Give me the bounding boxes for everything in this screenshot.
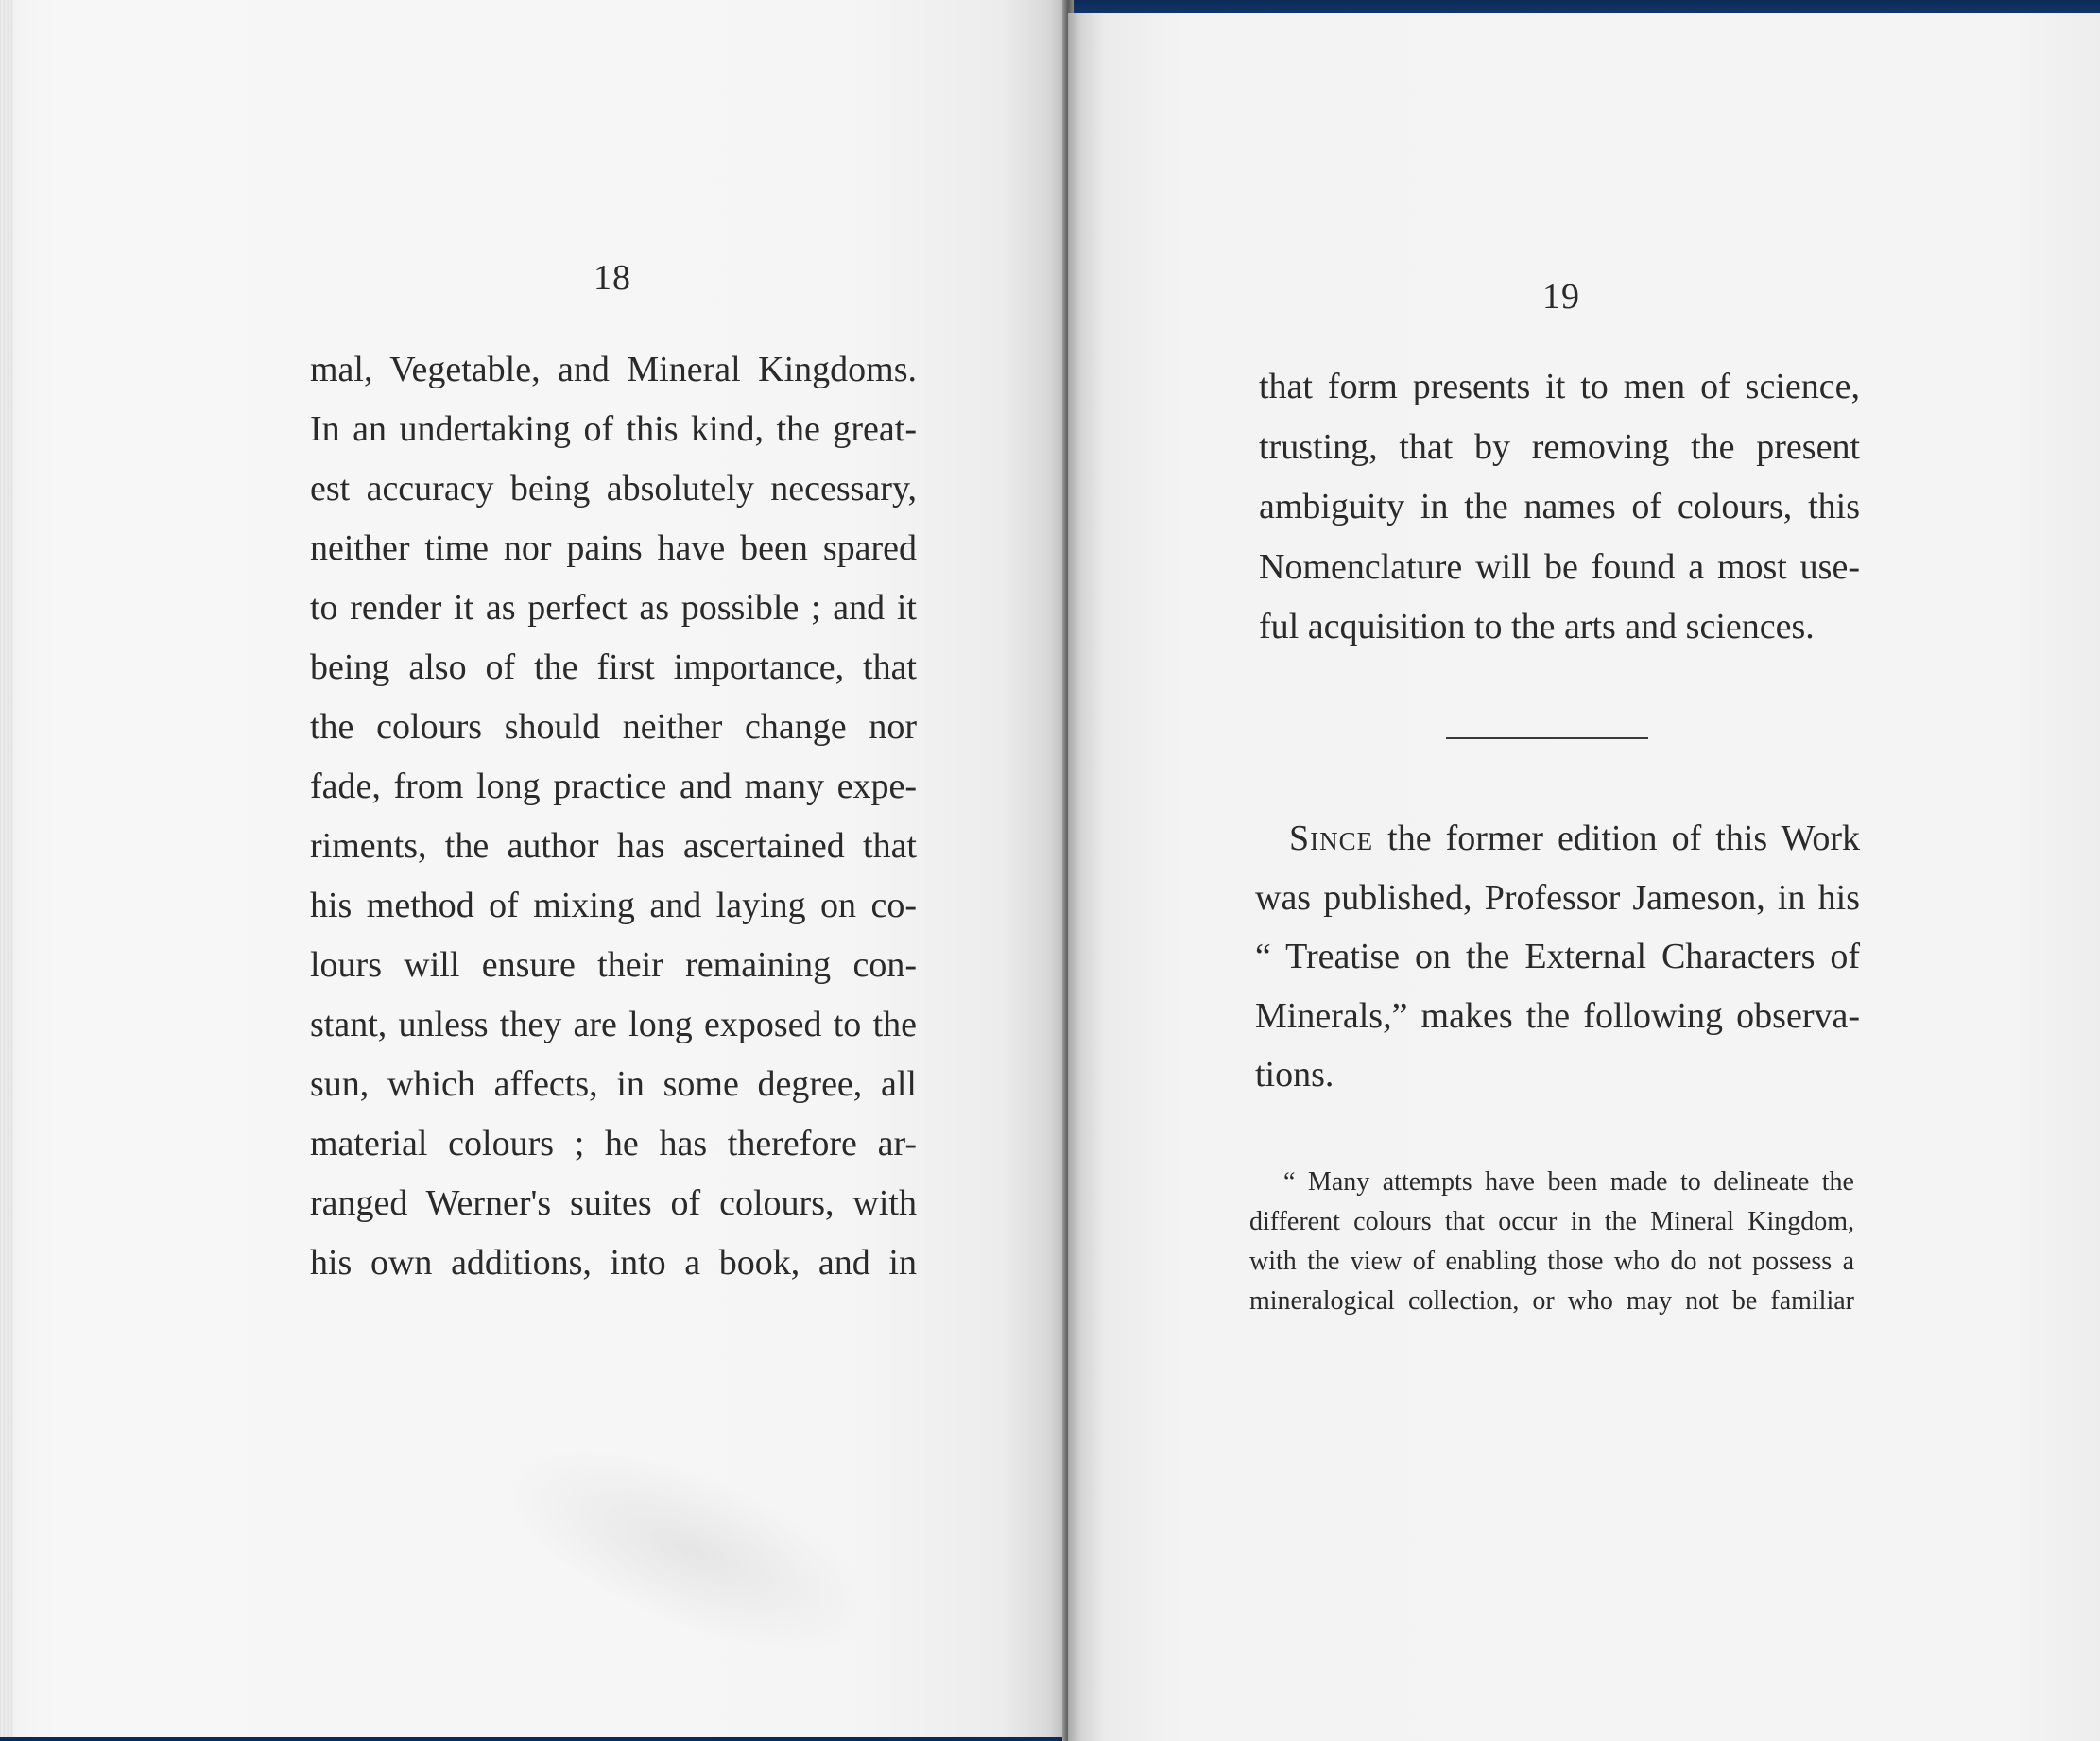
page-number-left: 18: [594, 258, 631, 298]
quoted-passage: [1249, 1163, 1854, 1321]
section-divider: [1446, 737, 1648, 739]
quote-line: mineralogical collection, or who may not be familiar: [1249, 1286, 1854, 1316]
text-line: that form presents it to men of science,: [1259, 367, 1860, 406]
text-line: sun, which affects, in some degree, all: [310, 1064, 917, 1104]
paper-stain: [477, 1405, 902, 1695]
small-caps-lead-word: Since: [1289, 819, 1374, 858]
text-line: trusting, that by removing the present: [1259, 426, 1860, 467]
text-line: “ Treatise on the External Characters of: [1255, 937, 1860, 976]
text-line: the colours should neither change nor: [310, 707, 917, 747]
text-line: fade, from long practice and many expe-: [310, 767, 917, 806]
text-line: being also of the first importance, that: [310, 647, 917, 687]
quote-line: with the view of enabling those who do not possess a: [1249, 1247, 1854, 1276]
left-page-text: [310, 340, 917, 1293]
text-line: ambiguity in the names of colours, this: [1259, 487, 1860, 526]
text-line: neither time nor pains have been spared: [310, 528, 917, 568]
text-line: stant, unless they are long exposed to the: [310, 1005, 917, 1044]
page-edges: [0, 0, 13, 1737]
text-line: mal, Vegetable, and Mineral Kingdoms.: [310, 350, 917, 389]
text-line: Minerals,” makes the following observa-: [1255, 995, 1860, 1036]
text-line: was published, Professor Jameson, in his: [1255, 877, 1860, 918]
quote-line: “ Many attempts have been made to delineate the: [1283, 1167, 1854, 1197]
text-line: to render it as perfect as possible ; and it: [310, 588, 917, 628]
text-line: riments, the author has ascertained that: [310, 826, 917, 866]
text-line: ranged Werner's suites of colours, with: [310, 1183, 917, 1223]
text-line-first: [1255, 809, 1860, 869]
text-line: est accuracy being absolutely necessary,: [310, 469, 917, 509]
text-line: In an undertaking of this kind, the great-: [310, 409, 917, 449]
page-number-right: 19: [1542, 277, 1580, 317]
quote-line: different colours that occur in the Mineral Kingdom,: [1249, 1207, 1854, 1236]
text-line: Nomenclature will be found a most use-: [1259, 546, 1860, 587]
text-line: his own additions, into a book, and in: [310, 1243, 917, 1283]
text-line: tions.: [1255, 1055, 1334, 1095]
text-line: lours will ensure their remaining con-: [310, 945, 917, 985]
text-line-rest: the former edition of this Work: [1373, 819, 1860, 858]
text-line: ful acquisition to the arts and sciences.: [1259, 607, 1815, 646]
text-line: his method of mixing and laying on co-: [310, 886, 917, 925]
right-paragraph-1: [1259, 357, 1860, 658]
right-paragraph-2: [1255, 809, 1860, 1105]
text-line: material colours ; he has therefore ar-: [310, 1124, 917, 1164]
